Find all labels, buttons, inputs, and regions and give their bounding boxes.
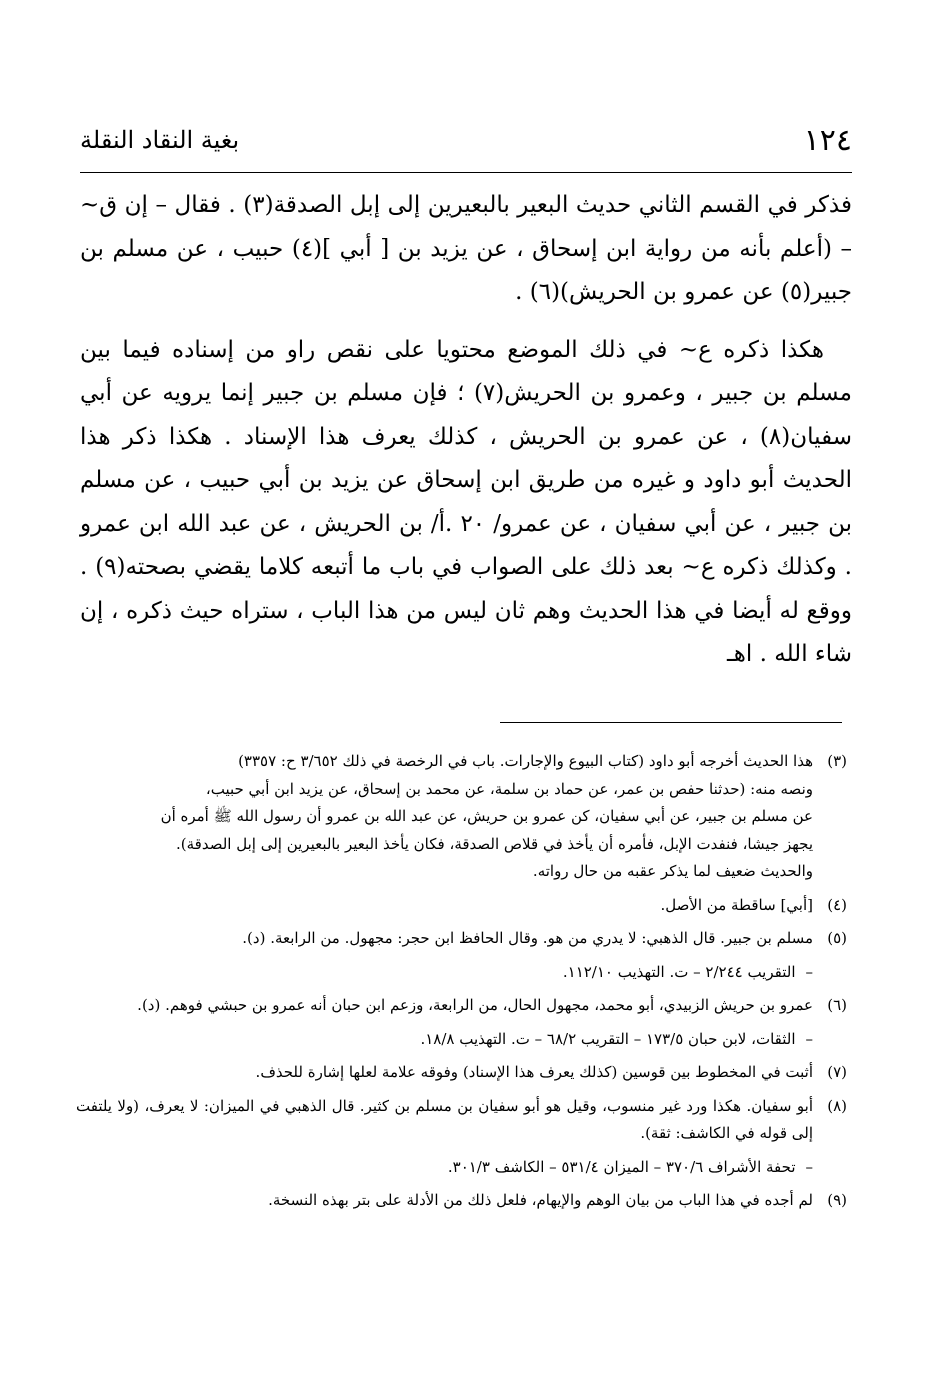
footnote-line: عن مسلم بن جبير، عن أبي سفيان، كن عمرو بن حريش، عن عبد الله بن عمرو أن رسول الله ﷺ أمره أن xyxy=(160,807,813,825)
footnote-number: (٣) xyxy=(827,752,847,770)
footnote-5 xyxy=(76,925,847,953)
footnote-text: عمرو بن حريش الزبيدي، أبو محمد، مجهول الحال، من الرابعة، وزعم ابن حبان أنه عمرو بن حبشي فوهم. (د). xyxy=(137,996,813,1014)
footnotes xyxy=(76,748,847,1221)
footnote-line: والحديث ضعيف لما يذكر عقبه من حال رواته. xyxy=(532,862,813,880)
footnote-4 xyxy=(76,892,847,920)
footnote-9 xyxy=(76,1187,847,1215)
footnote-number: (٧) xyxy=(827,1063,847,1081)
footnote-line: هذا الحديث أخرجه أبو داود (كتاب البيوع والإجارات. باب في الرخصة في ذلك ٣/٦٥٢ ح: ٣٣٥٧) xyxy=(238,752,813,770)
footnote-sources: الثقات، لابن حبان ١٧٣/٥ – التقريب ٦٨/٢ – ت. التهذيب ١٨/٨. xyxy=(420,1029,796,1048)
footnote-line: ونصه منه: (حدثنا حفص بن عمر، عن حماد بن سلمة، عن محمد بن إسحاق، عن يزيد ابن أبي حبيب، xyxy=(205,779,813,798)
paragraph-2: هكذا ذكره ع~ في ذلك الموضع محتويا على نقص راو من إسناده فيما بين مسلم بن جبير ، وعمرو بن الحريش(٧) ؛ فإن مسلم بن جبير إنما يرويه عن أبي سفيان(٨) ، عن عمرو بن الحريش ، كذلك يعرف هذا الإسناد . هكذا ذكر هذا الحديث أبو داود و غيره من طريق ابن إسحاق عن يزيد بن أبي حبيب ، عن مسلم بن جبير ، عن أبي سفيان ، عن عمرو/ ٢٠ .أ/ بن الحريش ، عن عبد الله ابن عمرو . وكذلك ذكره ع~ بعد ذلك على الصواب في باب ما أتبعه كلاما يقضي بصحته(٩) . ووقع له أيضا في هذا الحديث وهم ثان ليس من هذا الباب ، ستراه حيث ذكره ، إن شاء الله . اهـ xyxy=(80,336,853,667)
footnote-6-sources xyxy=(76,1026,847,1054)
footnote-8 xyxy=(76,1093,847,1148)
footnote-8-sources xyxy=(76,1154,847,1182)
footnote-text: أبو سفيان. هكذا ورد غير منسوب، وقيل هو أبو سفيان بن مسلم بن كثير. قال الذهبي في الميزان: لا يعرف، (ولا يلتفت إلى قوله في الكاشف: ثقة). xyxy=(76,1096,813,1142)
page-header xyxy=(80,118,852,162)
main-text xyxy=(80,184,852,691)
dash: – xyxy=(805,1029,813,1048)
header-rule xyxy=(80,172,852,173)
footnote-sources: التقريب ٢/٢٤٤ – ت. التهذيب ١١٢/١٠. xyxy=(562,962,796,981)
footnote-number: (٦) xyxy=(827,996,847,1014)
paragraph-1: فذكر في القسم الثاني حديث البعير بالبعيرين إلى إبل الصدقة(٣) . فقال – إن ق~ – (أعلم بأنه من رواية ابن إسحاق ، عن يزيد بن [ أبي ](٤) حبيب ، عن مسلم بن جبير(٥) عن عمرو بن الحريش)(٦) . xyxy=(80,192,853,305)
footnote-line: يجهز جيشا، فنفدت الإبل، فأمره أن يأخذ في قلاص الصدقة، فكان يأخذ البعير بالبعيرين إلى إبل الصدقة). xyxy=(176,834,813,853)
dash: – xyxy=(805,962,813,981)
footnote-text: مسلم بن جبير. قال الذهبي: لا يدري من هو. وقال الحافظ ابن حجر: مجهول. من الرابعة. (د). xyxy=(242,929,813,947)
footnote-text: أثبت في المخطوط بين قوسين (كذلك يعرف هذا الإسناد) وفوقه علامة لعلها إشارة للحذف. xyxy=(255,1063,813,1081)
footnote-6 xyxy=(76,992,847,1020)
footnote-7 xyxy=(76,1059,847,1087)
footnote-number: (٥) xyxy=(827,929,847,947)
dash: – xyxy=(805,1157,813,1176)
footnote-number: (٩) xyxy=(827,1191,847,1209)
footnote-5-sources xyxy=(76,959,847,987)
footnote-3 xyxy=(76,748,847,886)
footnote-number: (٨) xyxy=(827,1096,847,1115)
footnote-rule xyxy=(500,722,842,723)
footnote-text: [أبي] ساقطة من الأصل. xyxy=(660,895,813,914)
footnote-sources: تحفة الأشراف ٣٧٠/٦ – الميزان ٥٣١/٤ – الكاشف ٣٠١/٣. xyxy=(447,1157,796,1176)
page-number: ١٢٤ xyxy=(803,122,852,158)
footnote-number: (٤) xyxy=(827,895,847,914)
running-title: بغية النقاد النقلة xyxy=(80,126,240,154)
footnote-text: لم أجده في هذا الباب من بيان الوهم والإيهام، فلعل ذلك من الأدلة على بتر بهذه النسخة. xyxy=(268,1191,813,1209)
